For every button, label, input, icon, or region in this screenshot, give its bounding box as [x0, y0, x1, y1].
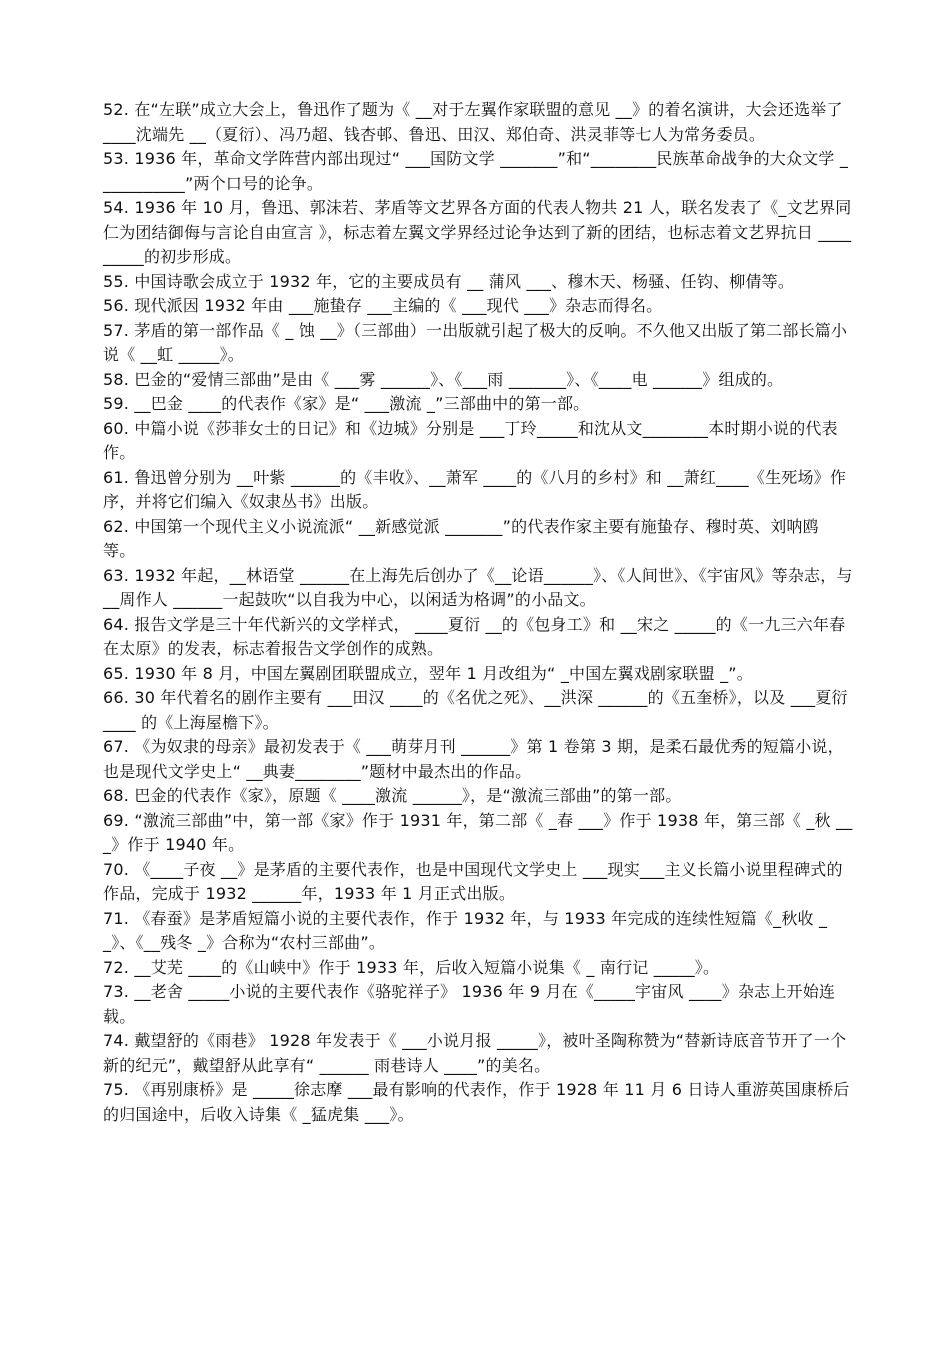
question-69: 69. “激流三部曲”中，第一部《家》作于 1931 年，第二部《 _春 ___》作于 1938 年，第三部《 _秋 ___》作于 1940 年。 [103, 810, 853, 854]
question-62: 62. 中国第一个现代主义小说流派“ __新感觉派 _______”的代表作家主要有施蛰存、穆时英、刘呐鸥 等。 [103, 516, 819, 560]
question-64: 64. 报告文学是三十年代新兴的文学样式， ____夏衍 __的《包身工》和 __宋之 _____的《一九三六年春在太原》的发表，标志着报告文学创作的成熟。 [103, 614, 846, 658]
question-53: 53. 1936 年，革命文学阵营内部出现过“ ___国防文学 _______”和“________民族革命战争的大众文学 ___________”两个口号的论争。 [103, 149, 849, 193]
question-58: 58. 巴金的“爱情三部曲”是由《 ___雾 ______》、《___雨 _______》、《____电 ______》组成的。 [103, 369, 784, 389]
question-56: 56. 现代派因 1932 年由 ___施蛰存 ___主编的《 ___现代 ___》杂志而得名。 [103, 296, 663, 315]
question-66: 66. 30 年代着名的剧作主要有 ___田汉 ____的《名优之死》、__洪深 ______的《五奎桥》，以及 ___夏衍 ____ 的《上海屋檐下》。 [103, 688, 848, 732]
question-61: 61. 鲁迅曾分别为 __叶紫 ______的《丰收》、__萧军 ____的《八月的乡村》和 __萧红____《生死场》作序，并将它们编入《奴隶丛书》出版。 [103, 467, 847, 511]
question-74: 74. 戴望舒的《雨巷》 1928 年发表于《 ___小说月报 _____》，被叶圣陶称赞为“替新诗底音节开了一个新的纪元”，戴望舒从此享有“ ______ 雨巷诗人 ____”的美名。 [103, 1031, 847, 1075]
question-71: 71. 《春蚕》是茅盾短篇小说的主要代表作，作于 1932 年，与 1933 年完成的连续性短篇《_秋收 __》、《__残冬 _》合称为“农村三部曲”。 [103, 908, 828, 952]
question-72: 72. __艾芜 ____的《山峡中》作于 1933 年，后收入短篇小说集《 _ 南行记 _____》。 [103, 957, 720, 977]
question-59: 59. __巴金 ____的代表作《家》是“ ___激流 _”三部曲中的第一部。 [103, 394, 590, 413]
question-63: 63. 1932 年起，__林语堂 ______在上海先后创办了《__论语______》、《人间世》、《宇宙风》等杂志，与 __周作人 ______一起鼓吹“以自我为中心，以闲适为格调”的小品文。 [103, 565, 853, 609]
question-73: 73. __老舍 _____小说的主要代表作《骆驼祥子》 1936 年 9 月在《_____宇宙风 ____》杂志上开始连载。 [103, 982, 836, 1026]
question-70: 70. 《____子夜 __》是茅盾的主要代表作，也是中国现代文学史上 ___现实___主义长篇小说里程碑式的作品，完成于 1932 ______年，1933 年 1 月正式出版。 [103, 859, 843, 903]
question-52: 52. 在“左联”成立大会上，鲁迅作了题为《 __对于左翼作家联盟的意见 __》的着名演讲，大会还选举了 ____沈端先 __（夏衍）、冯乃超、钱杏邨、鲁迅、田汉、郑伯奇、洪灵菲等七人为常务委员。 [103, 100, 843, 144]
question-68: 68. 巴金的代表作《家》，原题《 ____激流 ______》，是“激流三部曲”的第一部。 [103, 786, 682, 805]
question-57: 57. 茅盾的第一部作品《 _ 蚀 __》（三部曲）一出版就引起了极大的反响。不久他又出版了第二部长篇小说《 __虹 _____》。 [103, 320, 848, 364]
question-67: 67. 《为奴隶的母亲》最初发表于《 ___萌芽月刊 ______》第 1 卷第 3 期，是柔石最优秀的短篇小说，也是现代文学史上“ __典妻________”题材中最杰出的作品。 [103, 737, 844, 781]
document-body [103, 98, 853, 1127]
question-60: 60. 中篇小说《莎菲女士的日记》和《边城》分别是 ___丁玲_____和沈从文________本时期小说的代表作。 [103, 418, 838, 462]
question-75: 75. 《再别康桥》是 _____徐志摩 ___最有影响的代表作，作于 1928 年 11 月 6 日诗人重游英国康桥后的归国途中，后收入诗集《 _猛虎集 ___》。 [103, 1080, 850, 1124]
question-54: 54. 1936 年 10 月，鲁迅、郭沫若、茅盾等文艺界各方面的代表人物共 21 人，联名发表了《_文艺界同仁为团结御侮与言论自由宣言 》，标志着左翼文学界经过论争达到了新的团结，也标志着文艺界抗日 _________的初步形成。 [103, 198, 852, 266]
question-55: 55. 中国诗歌会成立于 1932 年，它的主要成员有 __ 蒲风 ___、穆木天、杨骚、任钧、柳倩等。 [103, 271, 795, 291]
question-65: 65. 1930 年 8 月，中国左翼剧团联盟成立，翌年 1 月改组为“ _中国左翼戏剧家联盟 _”。 [103, 663, 753, 683]
